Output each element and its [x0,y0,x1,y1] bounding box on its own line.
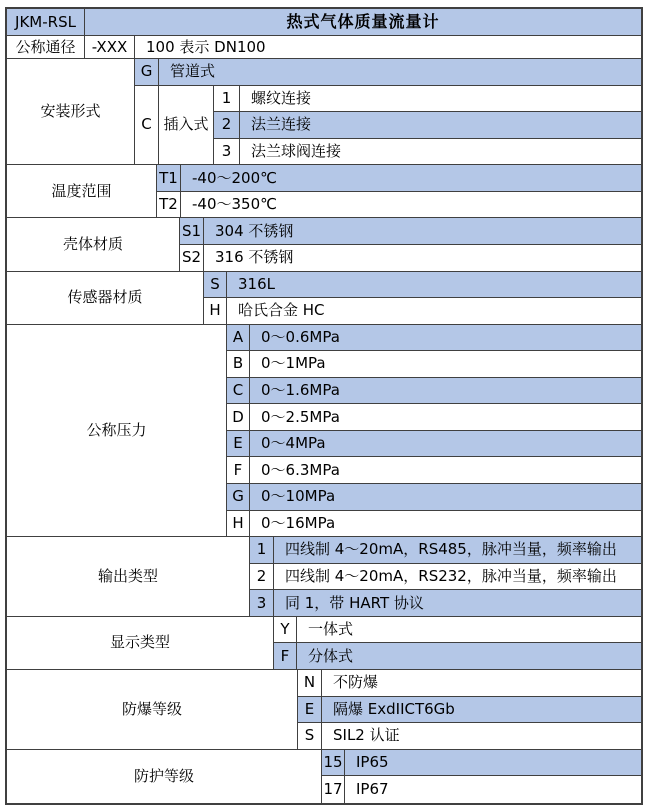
nominal-diameter-desc: 100 表示 DN100 [135,36,641,59]
output-option-3-code: 3 [250,590,274,617]
output-option-3-desc: 同 1，带 HART 协议 [274,590,641,617]
explosion-label: 防爆等级 [7,670,298,750]
section-housing-material [7,218,641,271]
pressure-option-a-code: A [227,325,250,352]
pressure-option-d-code: D [227,404,250,431]
display-option-2-desc: 分体式 [297,643,641,670]
section-output-type [7,537,641,617]
output-option-2-desc: 四线制 4～20mA，RS232，脉冲当量，频率输出 [274,564,641,591]
section-temperature-range [7,165,641,218]
output-option-2-code: 2 [250,564,274,591]
pressure-option-f-desc: 0～6.3MPa [250,457,641,484]
section-explosion-proof [7,670,641,750]
install-insert-code: C [135,86,159,166]
display-option-1-desc: 一体式 [297,617,641,644]
pressure-option-b-desc: 0～1MPa [250,351,641,378]
temperature-option-1-code: T1 [157,165,181,192]
sensor-option-1-code: S [204,272,227,299]
pressure-option-h-code: H [227,511,250,538]
pressure-option-e-code: E [227,431,250,458]
housing-option-2-code: S2 [180,245,204,272]
product-title: 热式气体质量流量计 [85,9,641,36]
install-option-1-desc: 螺纹连接 [240,86,641,113]
housing-option-1-code: S1 [180,218,204,245]
sensor-option-1-desc: 316L [227,272,641,299]
sensor-option-2-code: H [204,298,227,325]
nominal-diameter-label: 公称通径 [7,36,85,59]
pressure-label: 公称压力 [7,325,227,538]
temperature-option-2-code: T2 [157,192,181,219]
housing-option-2-desc: 316 不锈钢 [204,245,641,272]
display-option-1-code: Y [274,617,297,644]
model-selection-table [5,7,643,805]
pressure-option-c-code: C [227,378,250,405]
output-option-1-code: 1 [250,537,274,564]
housing-label: 壳体材质 [7,218,180,271]
pressure-option-h-desc: 0～16MPa [250,511,641,538]
section-protection-grade [7,750,641,803]
protection-option-1-desc: IP65 [345,750,641,777]
section-nominal-diameter [7,36,641,59]
sensor-label: 传感器材质 [7,272,204,325]
explosion-option-1-desc: 不防爆 [322,670,641,697]
pressure-option-c-desc: 0～1.6MPa [250,378,641,405]
temperature-option-1-desc: -40～200℃ [181,165,641,192]
section-install-type [7,59,641,165]
housing-option-1-desc: 304 不锈钢 [204,218,641,245]
model-code: JKM-RSL [7,9,85,36]
section-display-type [7,617,641,670]
output-label: 输出类型 [7,537,250,617]
install-option-2-desc: 法兰连接 [240,112,641,139]
explosion-option-2-desc: 隔爆 ExdIICT6Gb [322,697,641,724]
explosion-option-1-code: N [298,670,322,697]
pressure-option-d-desc: 0～2.5MPa [250,404,641,431]
pressure-option-g-desc: 0～10MPa [250,484,641,511]
install-insert-name: 插入式 [159,86,214,166]
install-option-1-code: 1 [214,86,240,113]
explosion-option-2-code: E [298,697,322,724]
pressure-option-g-code: G [227,484,250,511]
nominal-diameter-code: -XXX [85,36,135,59]
install-option-3-code: 3 [214,139,240,166]
section-header [7,9,641,36]
install-pipe-desc: 管道式 [159,59,641,86]
pressure-option-a-desc: 0～0.6MPa [250,325,641,352]
output-option-1-desc: 四线制 4～20mA，RS485，脉冲当量，频率输出 [274,537,641,564]
pressure-option-f-code: F [227,457,250,484]
install-pipe-code: G [135,59,159,86]
install-option-2-code: 2 [214,112,240,139]
install-label: 安装形式 [7,59,135,165]
protection-label: 防护等级 [7,750,322,803]
sensor-option-2-desc: 哈氏合金 HC [227,298,641,325]
temperature-label: 温度范围 [7,165,157,218]
section-nominal-pressure [7,325,641,538]
display-label: 显示类型 [7,617,274,670]
pressure-option-e-desc: 0～4MPa [250,431,641,458]
protection-option-2-code: 17 [322,776,345,803]
install-option-3-desc: 法兰球阀连接 [240,139,641,166]
section-sensor-material [7,272,641,325]
display-option-2-code: F [274,643,297,670]
protection-option-1-code: 15 [322,750,345,777]
temperature-option-2-desc: -40～350℃ [181,192,641,219]
pressure-option-b-code: B [227,351,250,378]
explosion-option-3-code: S [298,723,322,750]
protection-option-2-desc: IP67 [356,779,389,798]
explosion-option-3-desc: SIL2 认证 [322,723,641,750]
